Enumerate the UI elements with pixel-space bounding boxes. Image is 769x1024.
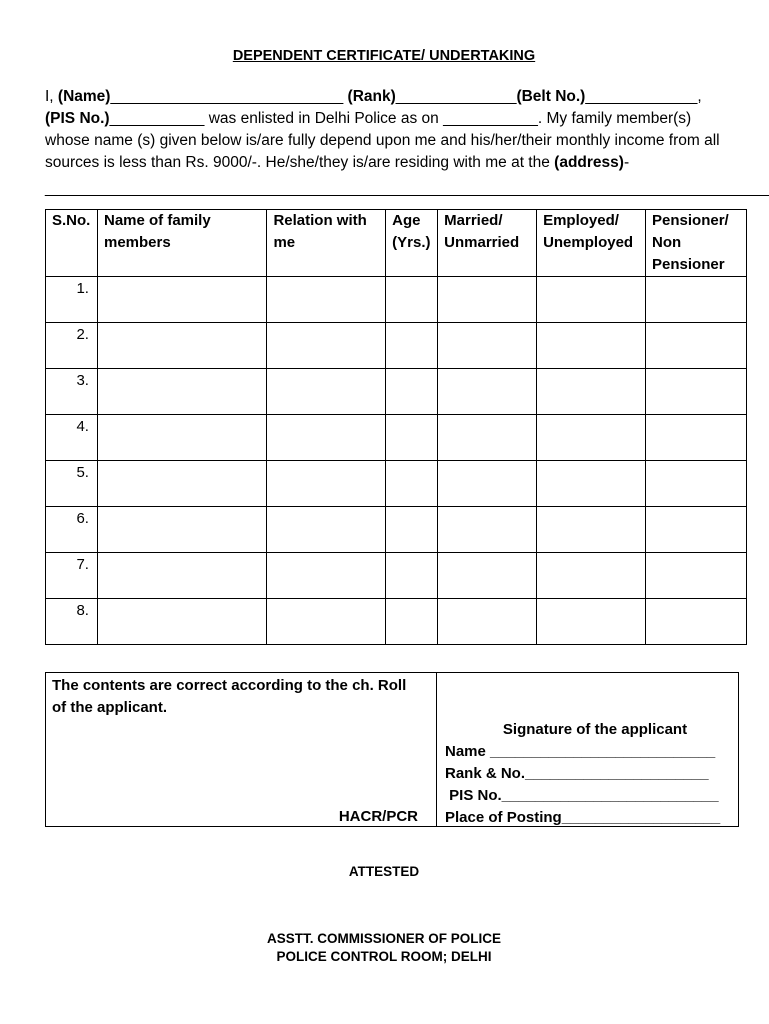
cell[interactable] bbox=[646, 323, 747, 369]
cell[interactable] bbox=[97, 553, 266, 599]
row-number: 2. bbox=[46, 323, 98, 369]
row-number: 8. bbox=[46, 599, 98, 645]
cell[interactable] bbox=[537, 323, 646, 369]
cell[interactable] bbox=[97, 369, 266, 415]
table-row bbox=[46, 553, 747, 599]
rank-label: (Rank) bbox=[347, 88, 396, 105]
cell[interactable] bbox=[646, 553, 747, 599]
cell[interactable] bbox=[646, 599, 747, 645]
cell[interactable] bbox=[438, 461, 537, 507]
cell[interactable] bbox=[386, 277, 438, 323]
name-label: (Name) bbox=[57, 88, 111, 105]
text-i: I, bbox=[45, 88, 58, 105]
family-members-table bbox=[45, 209, 747, 645]
signature-posting-line[interactable]: Place of Posting___________________ bbox=[445, 809, 721, 826]
verification-box bbox=[45, 672, 739, 827]
signature-cell bbox=[437, 673, 739, 827]
header-name: Name of family members bbox=[97, 210, 266, 277]
officer-office: POLICE CONTROL ROOM; DELHI bbox=[276, 949, 492, 964]
cell[interactable] bbox=[267, 553, 386, 599]
cell[interactable] bbox=[267, 415, 386, 461]
cell[interactable] bbox=[97, 507, 266, 553]
header-relation: Relation with me bbox=[267, 210, 386, 277]
cell[interactable] bbox=[267, 277, 386, 323]
cell[interactable] bbox=[438, 415, 537, 461]
cell[interactable] bbox=[537, 415, 646, 461]
table-row bbox=[46, 461, 747, 507]
cell[interactable] bbox=[97, 415, 266, 461]
cell[interactable] bbox=[267, 461, 386, 507]
table-header-row bbox=[46, 210, 747, 277]
declaration-paragraph bbox=[45, 86, 725, 174]
cell[interactable] bbox=[537, 507, 646, 553]
cell[interactable] bbox=[438, 599, 537, 645]
cell[interactable] bbox=[438, 507, 537, 553]
name-blank[interactable]: ___________________________ bbox=[110, 88, 348, 105]
verification-left-cell bbox=[46, 673, 437, 827]
row-number: 4. bbox=[46, 415, 98, 461]
hacr-label: HACR/PCR bbox=[338, 808, 418, 825]
rank-blank[interactable]: ______________ bbox=[395, 88, 517, 105]
signature-name-line[interactable]: Name ___________________________ bbox=[445, 743, 716, 760]
cell[interactable] bbox=[97, 599, 266, 645]
cell[interactable] bbox=[646, 507, 747, 553]
row-number: 6. bbox=[46, 507, 98, 553]
cell[interactable] bbox=[267, 599, 386, 645]
cell[interactable] bbox=[438, 369, 537, 415]
cell[interactable] bbox=[386, 599, 438, 645]
cell[interactable] bbox=[267, 369, 386, 415]
table-row bbox=[46, 415, 747, 461]
signature-rank-line[interactable]: Rank & No.______________________ bbox=[445, 765, 709, 782]
cell[interactable] bbox=[386, 507, 438, 553]
signature-pis-line[interactable]: PIS No.__________________________ bbox=[445, 787, 719, 804]
row-number: 1. bbox=[46, 277, 98, 323]
cell[interactable] bbox=[97, 461, 266, 507]
officer-designation: ASSTT. COMMISSIONER OF POLICE bbox=[266, 931, 501, 946]
table-row bbox=[46, 507, 747, 553]
attested-label: ATTESTED bbox=[348, 864, 420, 879]
table-row bbox=[46, 323, 747, 369]
cell[interactable] bbox=[537, 277, 646, 323]
cell[interactable] bbox=[267, 323, 386, 369]
header-pensioner: Pensioner/ Non Pensioner bbox=[646, 210, 747, 277]
row-number: 3. bbox=[46, 369, 98, 415]
signature-block bbox=[445, 719, 745, 829]
verification-text: The contents are correct according to the ch. Roll of the applicant. bbox=[52, 677, 407, 716]
cell[interactable] bbox=[646, 277, 747, 323]
belt-blank[interactable]: _____________, bbox=[585, 88, 702, 105]
cell[interactable] bbox=[438, 323, 537, 369]
cell[interactable] bbox=[537, 553, 646, 599]
cell[interactable] bbox=[386, 461, 438, 507]
header-age: Age (Yrs.) bbox=[386, 210, 438, 277]
table-row bbox=[46, 599, 747, 645]
address-blank[interactable]: ____________________________________________________________________________________ bbox=[45, 180, 769, 197]
header-married: Married/ Unmarried bbox=[438, 210, 537, 277]
document-title: DEPENDENT CERTIFICATE/ UNDERTAKING bbox=[232, 48, 536, 64]
cell[interactable] bbox=[537, 599, 646, 645]
header-sno: S.No. bbox=[46, 210, 98, 277]
header-employed: Employed/ Unemployed bbox=[537, 210, 646, 277]
signature-title: Signature of the applicant bbox=[502, 721, 688, 738]
cell[interactable] bbox=[646, 369, 747, 415]
cell[interactable] bbox=[438, 553, 537, 599]
cell[interactable] bbox=[646, 461, 747, 507]
cell[interactable] bbox=[386, 553, 438, 599]
table-row bbox=[46, 369, 747, 415]
belt-label: (Belt No.) bbox=[516, 88, 586, 105]
row-number: 5. bbox=[46, 461, 98, 507]
pis-blank[interactable]: ___________ bbox=[109, 110, 205, 127]
dash: - bbox=[623, 154, 630, 171]
cell[interactable] bbox=[537, 369, 646, 415]
cell[interactable] bbox=[438, 277, 537, 323]
cell[interactable] bbox=[386, 323, 438, 369]
pis-label: (PIS No.) bbox=[45, 110, 110, 127]
address-label: (address) bbox=[554, 154, 624, 171]
cell[interactable] bbox=[386, 369, 438, 415]
cell[interactable] bbox=[646, 415, 747, 461]
cell[interactable] bbox=[537, 461, 646, 507]
cell[interactable] bbox=[386, 415, 438, 461]
cell[interactable] bbox=[267, 507, 386, 553]
row-number: 7. bbox=[46, 553, 98, 599]
cell[interactable] bbox=[97, 277, 266, 323]
table-row bbox=[46, 277, 747, 323]
cell[interactable] bbox=[97, 323, 266, 369]
declaration-text: was enlisted in Delhi Police as on ___________. My family member(s) whose name (s) given below is/are fully depend upon me and his/her/their monthly income from all sources is less than Rs. 9000/-. He/she/they is/are residing with me at the bbox=[45, 110, 720, 171]
